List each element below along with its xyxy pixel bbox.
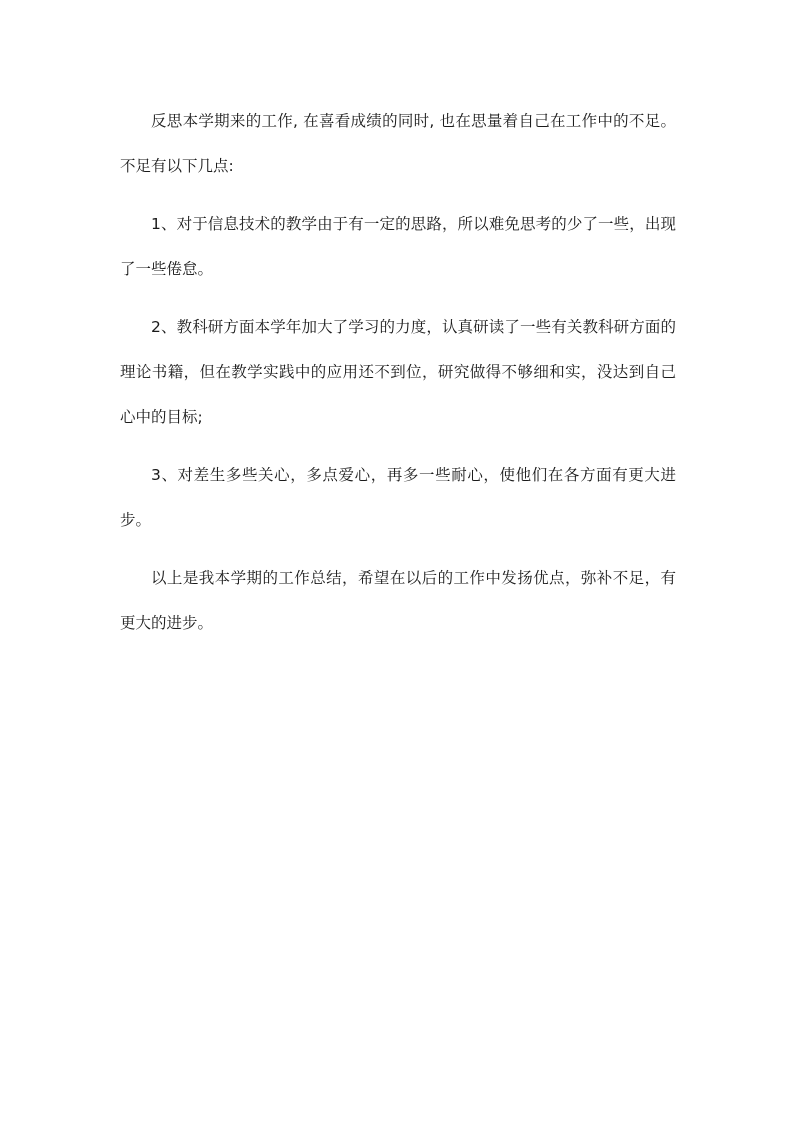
paragraph-spacer bbox=[120, 189, 676, 202]
paragraph-spacer bbox=[120, 292, 676, 305]
paragraph-conclusion: 以上是我本学期的工作总结，希望在以后的工作中发扬优点，弥补不足，有更大的进步。 bbox=[120, 569, 676, 632]
paragraph-spacer bbox=[120, 543, 676, 556]
paragraph-point-1: 1、对于信息技术的教学由于有一定的思路，所以难免思考的少了一些，出现了一些倦怠。 bbox=[120, 215, 676, 278]
paragraph-point-3: 3、对差生多些关心，多点爱心，再多一些耐心，使他们在各方面有更大进步。 bbox=[120, 466, 676, 529]
paragraph-spacer bbox=[120, 440, 676, 453]
paragraph-reflection-intro: 反思本学期来的工作, 在喜看成绩的同时, 也在思量着自己在工作中的不足。不足有以下几点: bbox=[120, 112, 676, 175]
document-body bbox=[120, 99, 676, 646]
paragraph-point-2: 2、教科研方面本学年加大了学习的力度，认真研读了一些有关教科研方面的理论书籍，但在教学实践中的应用还不到位，研究做得不够细和实，没达到自己心中的目标; bbox=[120, 318, 676, 426]
